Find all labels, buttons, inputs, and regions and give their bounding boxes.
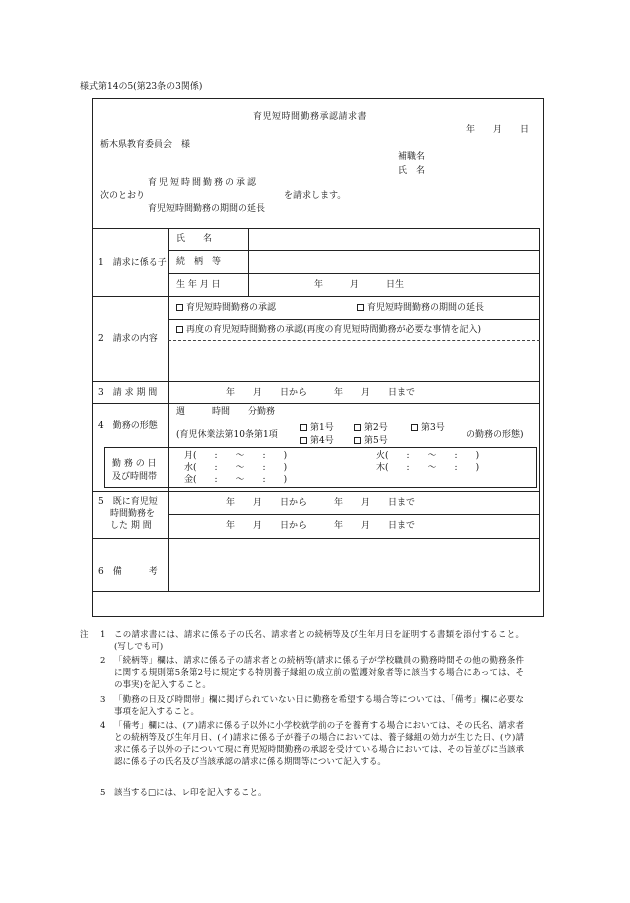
checkbox-icon[interactable] xyxy=(354,424,361,431)
row4-label: 4 勤務の形態 xyxy=(98,421,158,431)
intro-option-approval: 育児短時間勤務の承認 xyxy=(148,178,259,188)
row6-label: 6 備 考 xyxy=(98,567,158,577)
position-label: 補職名 xyxy=(398,152,426,162)
note-4-number: 4 xyxy=(100,721,106,731)
checkbox-icon[interactable] xyxy=(176,304,183,311)
note-1: この請求書には、請求に係る子の氏名、請求者との続柄等及び生年月日を証明する書類を添付すること。(写しでも可) xyxy=(114,630,524,652)
child-name-label: 氏 名 xyxy=(176,234,213,244)
law-reference: (育児休業法第10条第1項 xyxy=(176,430,278,440)
row3-label: 3 請 求 期 間 xyxy=(98,388,158,398)
form-number: 様式第14の5(第23条の3関係) xyxy=(80,82,203,92)
row2-label: 2 請求の内容 xyxy=(98,334,158,344)
thursday-hours[interactable]: 木( : 〜 : ) xyxy=(376,463,480,473)
notes-heading: 注 xyxy=(80,630,89,640)
note-2-number: 2 xyxy=(100,656,106,666)
note-2: 「続柄等」欄は、請求に係る子の請求者との続柄等(請求に係る子が学校職員の勤務時間その他の勤務条件に関する規則第5条第2号に規定する特別養子縁組の成立前の監護対象者等に該当する場合にあっては、その事実)を記入すること。 xyxy=(114,656,524,690)
checkbox-icon[interactable] xyxy=(176,326,183,333)
child-birth-label: 生 年 月 日 xyxy=(176,280,221,290)
intro-option-extension: 育児短時間勤務の期間の延長 xyxy=(148,204,266,214)
note-3: 「勤務の日及び時間帯」欄に掲げられていない日に勤務を希望する場合等については、「備考」欄に必要な事項を記入すること。 xyxy=(114,695,524,717)
checkbox-icon[interactable] xyxy=(300,437,307,444)
checkbox-icon[interactable] xyxy=(357,304,364,311)
tuesday-hours[interactable]: 火( : 〜 : ) xyxy=(376,451,480,461)
checkbox-icon[interactable] xyxy=(354,437,361,444)
wednesday-hours[interactable]: 水( : 〜 : ) xyxy=(184,463,288,473)
no1-option[interactable]: 第1号 xyxy=(300,422,334,434)
schedule-label-1: 勤 務 の 日 xyxy=(112,459,157,469)
intro-right: を請求します。 xyxy=(284,191,347,201)
weekly-hours[interactable]: 週 時間 分勤務 xyxy=(176,407,276,417)
schedule-label-2: 及び時間帯 xyxy=(112,472,158,482)
row5-label-1: 5 既に育児短 xyxy=(98,497,158,507)
row5-label-3: した 期 間 xyxy=(110,521,152,531)
work-form-suffix: の勤務の形態) xyxy=(466,430,524,440)
row5-label-2: 時間勤務を xyxy=(110,509,156,519)
request-period[interactable]: 年 月 日から 年 月 日まで xyxy=(226,388,416,398)
monday-hours[interactable]: 月( : 〜 : ) xyxy=(184,451,288,461)
checkbox-icon[interactable] xyxy=(300,424,307,431)
note-3-number: 3 xyxy=(100,695,106,705)
addressee: 栃木県教育委員会 様 xyxy=(100,140,191,150)
row1-label: 1 請求に係る子 xyxy=(98,258,167,268)
no3-option[interactable]: 第3号 xyxy=(411,422,445,434)
option-reapproval[interactable]: 再度の育児短時間勤務の承認(再度の育児短時間勤務が必要な事情を記入) xyxy=(176,324,481,336)
intro-left: 次のとおり xyxy=(100,191,146,201)
note-4: 「備考」欄には、(ア)請求に係る子以外に小学校就学前の子を養育する場合においては、その氏名、請求者との続柄等及び生年月日、(イ)請求に係る子が養子の場合においては、養子縁組の効力が生じた日、(ウ)請求に係る子以外の子について現に育児短時間勤務の承認を受けている場合においては、その旨並びに当該承認に係る子の氏名及び当該承認の請求に係る期間等について記入する。 xyxy=(114,721,524,767)
past-period-2[interactable]: 年 月 日から 年 月 日まで xyxy=(226,521,416,531)
option-extension[interactable]: 育児短時間勤務の期間の延長 xyxy=(357,302,484,314)
date-line[interactable]: 年 月 日 xyxy=(466,125,530,135)
applicant-name-label: 氏 名 xyxy=(398,166,426,176)
note-5-number: 5 xyxy=(100,788,106,798)
no4-option[interactable]: 第4号 xyxy=(300,435,334,447)
child-birth-value[interactable]: 年 月 日生 xyxy=(314,280,405,290)
option-approval[interactable]: 育児短時間勤務の承認 xyxy=(176,302,276,314)
remarks-field[interactable] xyxy=(170,540,538,590)
no2-option[interactable]: 第2号 xyxy=(354,422,388,434)
note-5: 該当する□には、レ印を記入すること。 xyxy=(114,788,267,798)
note-1-number: 1 xyxy=(100,630,106,640)
child-relation-label: 続 柄 等 xyxy=(176,257,222,267)
past-period-1[interactable]: 年 月 日から 年 月 日まで xyxy=(226,498,416,508)
no5-option[interactable]: 第5号 xyxy=(354,435,388,447)
checkbox-icon[interactable] xyxy=(411,424,418,431)
friday-hours[interactable]: 金( : 〜 : ) xyxy=(184,475,288,485)
form-title: 育児短時間勤務承認請求書 xyxy=(253,112,368,122)
